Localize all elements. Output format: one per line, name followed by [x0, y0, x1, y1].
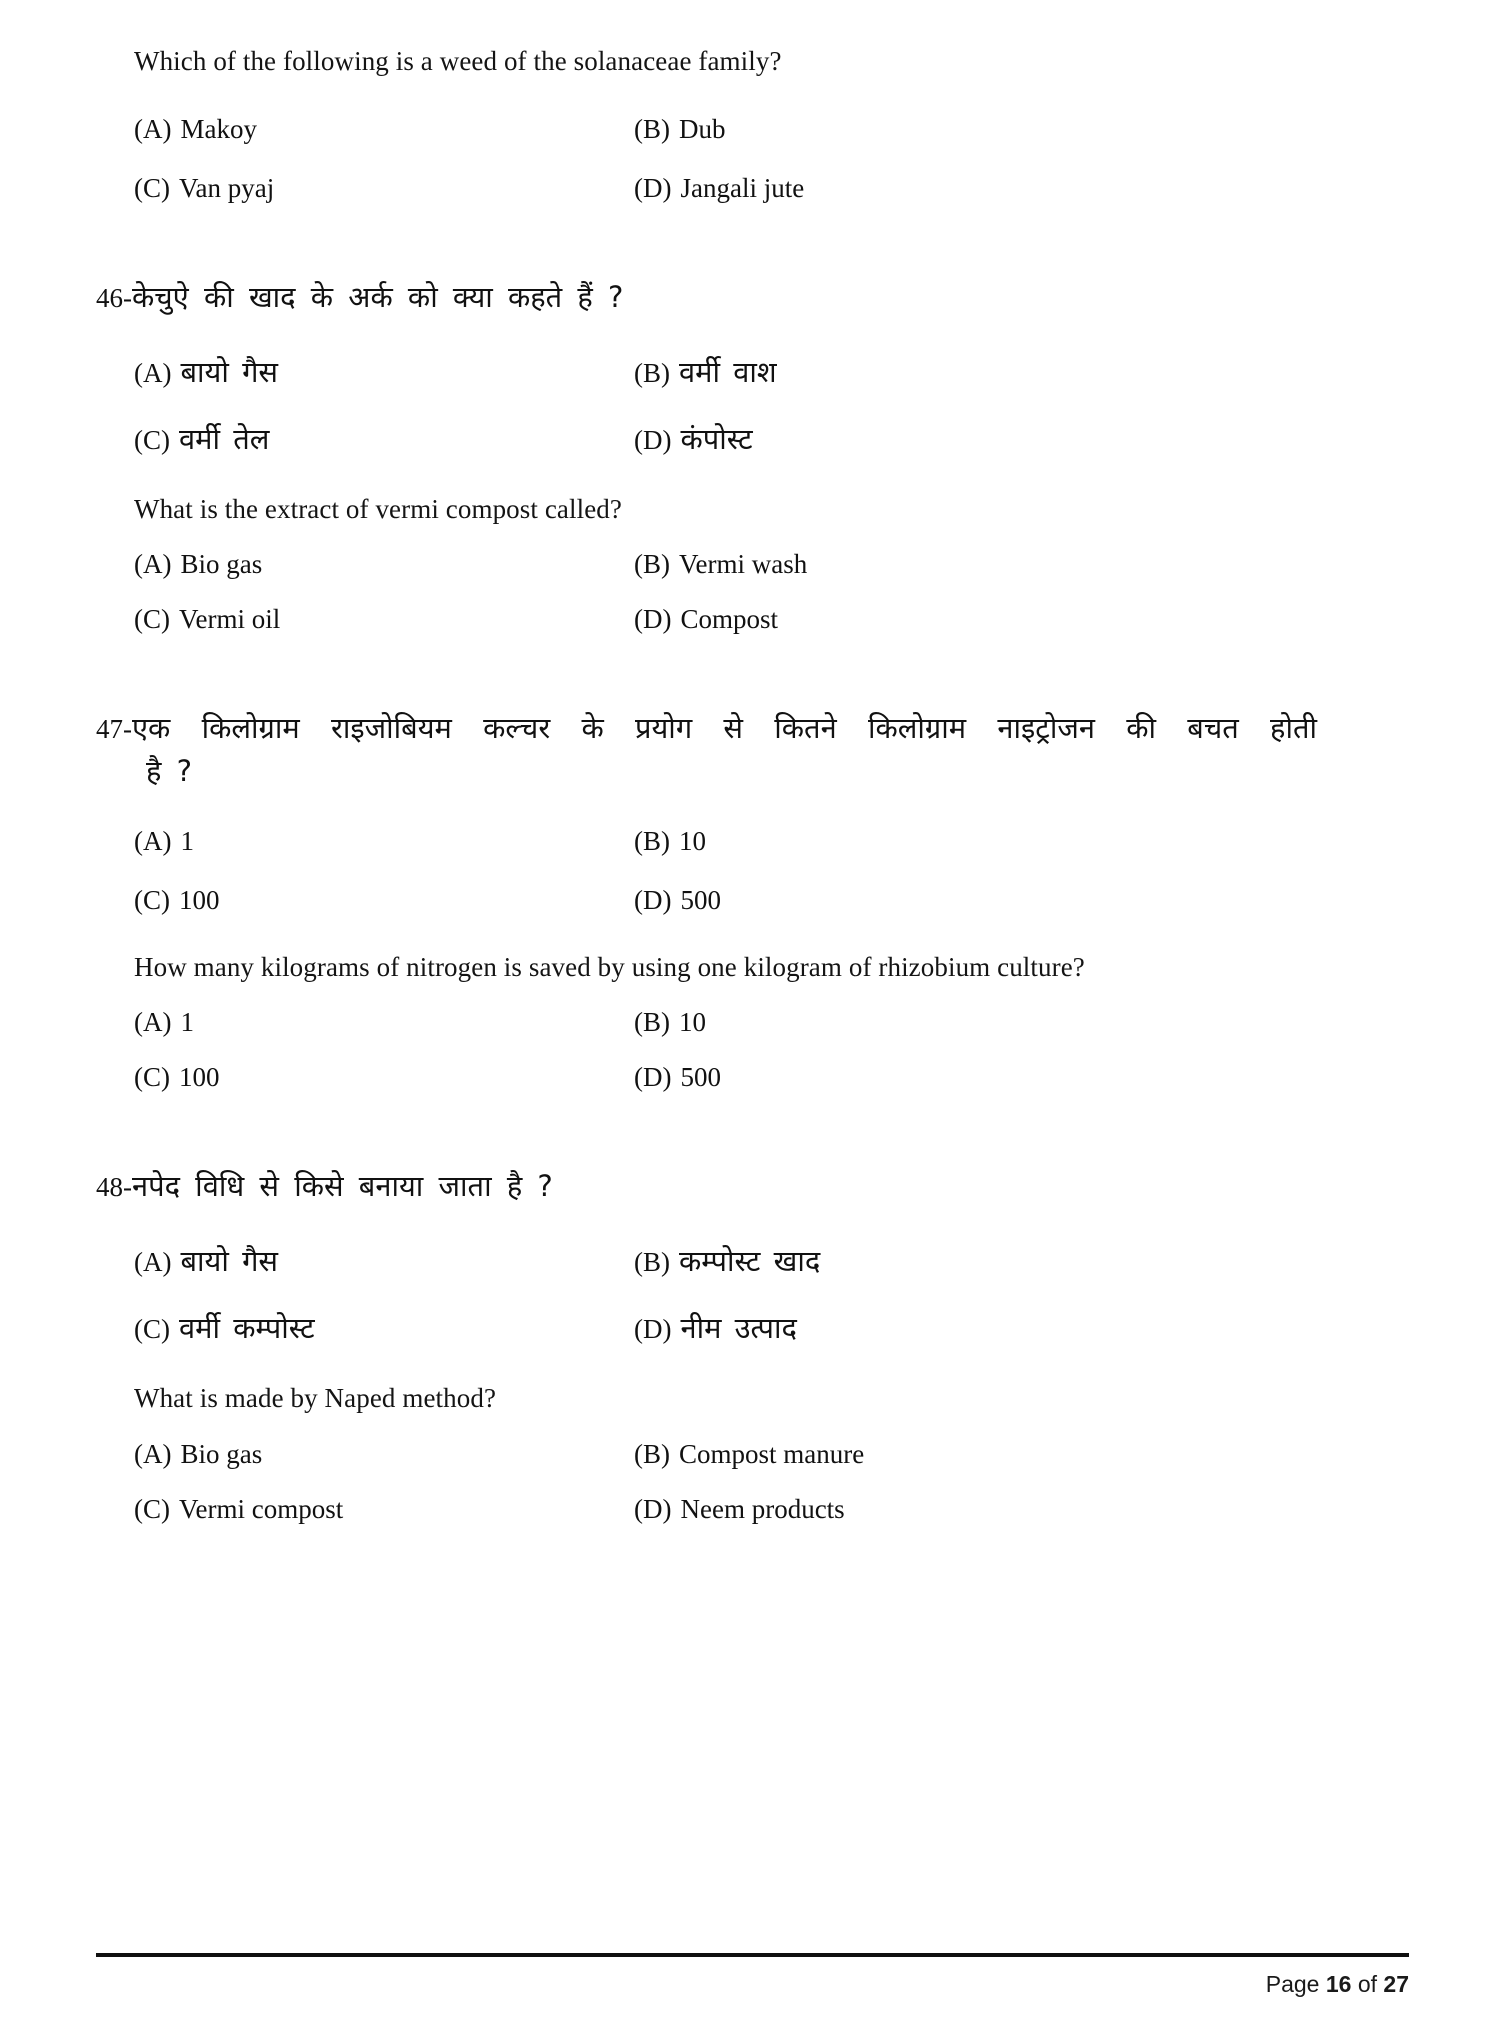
- question-stem-english: Which of the following is a weed of the solanaceae family?: [134, 46, 782, 76]
- option-b[interactable]: [634, 1439, 1134, 1470]
- option-tag: (C): [134, 1314, 170, 1345]
- option-label: 1: [180, 1007, 194, 1038]
- question-48-hindi-stem: [96, 1165, 1409, 1207]
- option-tag: (A): [134, 357, 172, 388]
- option-tag: (C): [134, 1493, 170, 1524]
- option-label: Jangali jute: [680, 172, 805, 203]
- option-label: Makoy: [180, 113, 257, 144]
- option-d[interactable]: [634, 604, 1134, 635]
- option-d[interactable]: [634, 885, 1134, 916]
- option-tag: (D): [634, 1314, 672, 1345]
- option-label: Dub: [679, 113, 726, 144]
- option-tag: (C): [134, 604, 170, 635]
- option-d[interactable]: [634, 1494, 1134, 1525]
- option-tag: (B): [634, 825, 670, 856]
- question-text-hindi-line1: एक किलोग्राम राइजोबियम कल्चर के प्रयोग से कितने किलोग्राम नाइट्रोजन की बचत होती: [132, 711, 1317, 746]
- option-tag: (A): [134, 825, 172, 856]
- options-group-english-48: [134, 1439, 1409, 1525]
- option-label: Bio gas: [180, 549, 263, 580]
- option-d[interactable]: [634, 1308, 1134, 1347]
- option-tag: (B): [634, 1438, 670, 1469]
- option-c[interactable]: [134, 1308, 634, 1347]
- question-48-english-stem: What is made by Naped method?: [134, 1383, 497, 1414]
- option-c[interactable]: [134, 173, 634, 204]
- option-a[interactable]: [134, 826, 634, 857]
- option-row: [134, 826, 1134, 857]
- options-group-english-46: [134, 549, 1409, 635]
- footer-total-pages: 27: [1383, 1971, 1409, 1997]
- option-a[interactable]: [134, 352, 634, 391]
- option-b[interactable]: [634, 549, 1134, 580]
- question-46-english-stem: What is the extract of vermi compost called?: [134, 493, 622, 524]
- question-block-46: [96, 276, 1409, 636]
- option-row: [134, 604, 1134, 635]
- option-label: बायो गैस: [180, 354, 279, 389]
- option-row: [134, 114, 1134, 145]
- option-d[interactable]: [634, 1062, 1134, 1093]
- option-tag: (A): [134, 1007, 172, 1038]
- question-46-hindi-stem: [96, 276, 1409, 318]
- option-c[interactable]: [134, 419, 634, 458]
- option-tag: (B): [634, 357, 670, 388]
- option-row: [134, 1241, 1134, 1280]
- option-label: वर्मी तेल: [179, 421, 270, 456]
- option-b[interactable]: [634, 1241, 1134, 1280]
- option-d[interactable]: [634, 173, 1134, 204]
- option-tag: (C): [134, 424, 170, 455]
- options-group-english-47: [134, 1007, 1409, 1093]
- option-row: [134, 1439, 1134, 1470]
- option-label: 10: [679, 1007, 706, 1038]
- option-label: बायो गैस: [180, 1244, 279, 1279]
- option-tag: (A): [134, 113, 172, 144]
- footer-prefix: Page: [1265, 1971, 1326, 1997]
- option-tag: (B): [634, 549, 670, 580]
- option-row: [134, 1062, 1134, 1093]
- option-label: Vermi wash: [679, 549, 808, 580]
- option-b[interactable]: [634, 352, 1134, 391]
- option-label: Vermi compost: [179, 1493, 344, 1524]
- question-block-47: [96, 707, 1409, 1093]
- option-c[interactable]: [134, 1494, 634, 1525]
- option-tag: (C): [134, 1062, 170, 1093]
- option-tag: (C): [134, 884, 170, 915]
- option-tag: (C): [134, 172, 170, 203]
- option-tag: (B): [634, 1007, 670, 1038]
- option-tag: (D): [634, 604, 672, 635]
- option-b[interactable]: [634, 114, 1134, 145]
- option-a[interactable]: [134, 549, 634, 580]
- option-tag: (D): [634, 172, 672, 203]
- footer-divider: [96, 1953, 1409, 1957]
- option-row: [134, 173, 1134, 204]
- option-tag: (A): [134, 1438, 172, 1469]
- option-c[interactable]: [134, 885, 634, 916]
- option-c[interactable]: [134, 604, 634, 635]
- page-footer: [96, 1953, 1409, 1998]
- option-tag: (A): [134, 1247, 172, 1278]
- option-label: Neem products: [680, 1493, 845, 1524]
- option-label: Compost: [680, 604, 779, 635]
- option-label: Compost manure: [679, 1438, 865, 1469]
- option-label: नीम उत्पाद: [680, 1311, 797, 1346]
- option-a[interactable]: [134, 114, 634, 145]
- option-row: [134, 1494, 1134, 1525]
- options-group-english: [134, 114, 1409, 204]
- option-a[interactable]: [134, 1241, 634, 1280]
- option-a[interactable]: [134, 1439, 634, 1470]
- option-label: 1: [180, 825, 194, 856]
- question-block-top: [96, 44, 1409, 204]
- option-tag: (D): [634, 1062, 672, 1093]
- option-row: [134, 549, 1134, 580]
- option-c[interactable]: [134, 1062, 634, 1093]
- option-label: Vermi oil: [179, 604, 281, 635]
- option-a[interactable]: [134, 1007, 634, 1038]
- option-label: 100: [179, 884, 220, 915]
- page-indicator: [96, 1971, 1409, 1998]
- option-label: वर्मी कम्पोस्ट: [179, 1311, 315, 1346]
- option-label: 500: [680, 884, 721, 915]
- option-b[interactable]: [634, 1007, 1134, 1038]
- option-row: [134, 885, 1134, 916]
- question-47-english-stem: How many kilograms of nitrogen is saved by using one kilogram of rhizobium culture?: [134, 951, 1085, 982]
- options-group-hindi-48: [134, 1241, 1409, 1347]
- option-label: वर्मी वाश: [679, 354, 777, 389]
- footer-middle: of: [1351, 1971, 1384, 1997]
- option-row: [134, 1007, 1134, 1038]
- option-label: कम्पोस्ट खाद: [679, 1244, 821, 1279]
- question-number: 48-: [96, 1172, 132, 1203]
- question-47-hindi-stem: [96, 707, 1409, 749]
- option-label: 10: [679, 825, 706, 856]
- option-tag: (D): [634, 424, 672, 455]
- question-number: 46-: [96, 282, 132, 313]
- option-tag: (D): [634, 884, 672, 915]
- option-d[interactable]: [634, 419, 1134, 458]
- option-row: [134, 419, 1134, 458]
- option-label: Bio gas: [180, 1438, 263, 1469]
- option-tag: (A): [134, 549, 172, 580]
- question-text-hindi: नपेद विधि से किसे बनाया जाता है ?: [132, 1169, 553, 1204]
- question-number: 47-: [96, 714, 132, 745]
- options-group-hindi-46: [134, 352, 1409, 458]
- option-row: [134, 1308, 1134, 1347]
- question-text-hindi: केचुऐ की खाद के अर्क को क्या कहते हैं ?: [132, 279, 624, 314]
- option-tag: (D): [634, 1493, 672, 1524]
- option-label: 100: [179, 1062, 220, 1093]
- option-tag: (B): [634, 1247, 670, 1278]
- footer-current-page: 16: [1325, 1971, 1352, 1997]
- option-label: 500: [680, 1062, 721, 1093]
- question-text-hindi-line2: है ?: [146, 753, 193, 788]
- options-group-hindi-47: [134, 826, 1409, 916]
- option-label: कंपोस्ट: [680, 421, 753, 456]
- option-label: Van pyaj: [179, 172, 275, 203]
- option-b[interactable]: [634, 826, 1134, 857]
- option-tag: (B): [634, 113, 670, 144]
- option-row: [134, 352, 1134, 391]
- question-block-48: [96, 1165, 1409, 1525]
